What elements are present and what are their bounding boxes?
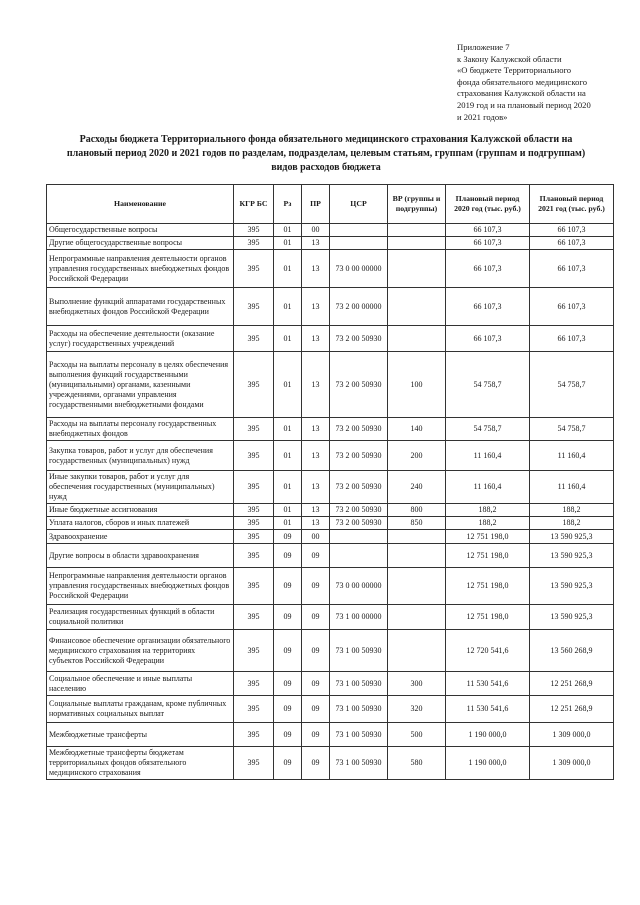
row-name: Социальное обеспечение и иные выплаты населению bbox=[47, 672, 234, 696]
table-row bbox=[47, 504, 614, 517]
table-row bbox=[47, 530, 614, 544]
row-rz: 09 bbox=[274, 630, 302, 672]
row-name: Другие вопросы в области здравоохранения bbox=[47, 544, 234, 568]
row-csr: 73 1 00 00000 bbox=[330, 605, 388, 630]
row-name: Расходы на обеспечение деятельности (оказание услуг) государственных учреждений bbox=[47, 326, 234, 352]
row-csr: 73 1 00 50930 bbox=[330, 630, 388, 672]
row-amount-2021: 1 309 000,0 bbox=[530, 723, 614, 747]
row-name: Другие общегосударственные вопросы bbox=[47, 237, 234, 250]
row-vr bbox=[388, 224, 446, 237]
row-pr: 00 bbox=[302, 224, 330, 237]
table-row bbox=[47, 544, 614, 568]
header-kgr: КГР БС bbox=[234, 185, 274, 224]
row-rz: 01 bbox=[274, 352, 302, 418]
table-row bbox=[47, 672, 614, 696]
table-row bbox=[47, 696, 614, 723]
row-rz: 01 bbox=[274, 237, 302, 250]
row-name: Финансовое обеспечение организации обязательного медицинского страхования на территориях субъектов Российской Федерации bbox=[47, 630, 234, 672]
row-pr: 13 bbox=[302, 504, 330, 517]
row-amount-2021: 11 160,4 bbox=[530, 471, 614, 504]
row-vr bbox=[388, 530, 446, 544]
row-csr bbox=[330, 237, 388, 250]
table-row bbox=[47, 517, 614, 530]
row-rz: 01 bbox=[274, 224, 302, 237]
row-pr: 09 bbox=[302, 723, 330, 747]
header-vr: ВР (группы и подгруппы) bbox=[388, 185, 446, 224]
row-csr: 73 0 00 00000 bbox=[330, 568, 388, 605]
row-kgr: 395 bbox=[234, 352, 274, 418]
row-amount-2020: 54 758,7 bbox=[446, 418, 530, 441]
appendix-line: «О бюджете Территориального bbox=[457, 65, 572, 76]
row-vr: 100 bbox=[388, 352, 446, 418]
row-kgr: 395 bbox=[234, 471, 274, 504]
header-2020: Плановый период 2020 год (тыс. руб.) bbox=[446, 185, 530, 224]
row-name: Закупка товаров, работ и услуг для обеспечения государственных (муниципальных) нужд bbox=[47, 441, 234, 471]
row-rz: 01 bbox=[274, 517, 302, 530]
row-rz: 09 bbox=[274, 568, 302, 605]
table-row bbox=[47, 747, 614, 780]
row-csr: 73 1 00 50930 bbox=[330, 747, 388, 780]
row-name: Выполнение функций аппаратами государственных внебюджетных фондов Российской Федерации bbox=[47, 288, 234, 326]
row-pr: 09 bbox=[302, 630, 330, 672]
row-csr: 73 2 00 50930 bbox=[330, 441, 388, 471]
table-row bbox=[47, 441, 614, 471]
row-kgr: 395 bbox=[234, 530, 274, 544]
budget-table bbox=[46, 184, 614, 780]
table-row bbox=[47, 471, 614, 504]
row-vr bbox=[388, 568, 446, 605]
row-vr bbox=[388, 237, 446, 250]
row-vr: 320 bbox=[388, 696, 446, 723]
row-amount-2020: 11 160,4 bbox=[446, 471, 530, 504]
row-csr: 73 0 00 00000 bbox=[330, 250, 388, 288]
header-rz: Рз bbox=[274, 185, 302, 224]
row-kgr: 395 bbox=[234, 672, 274, 696]
row-amount-2021: 12 251 268,9 bbox=[530, 672, 614, 696]
row-name: Социальные выплаты гражданам, кроме публичных нормативных социальных выплат bbox=[47, 696, 234, 723]
row-pr: 13 bbox=[302, 250, 330, 288]
table-row bbox=[47, 224, 614, 237]
row-vr bbox=[388, 544, 446, 568]
row-amount-2020: 66 107,3 bbox=[446, 250, 530, 288]
row-kgr: 395 bbox=[234, 237, 274, 250]
table-row bbox=[47, 288, 614, 326]
row-name: Реализация государственных функций в области социальной политики bbox=[47, 605, 234, 630]
row-rz: 09 bbox=[274, 605, 302, 630]
row-rz: 01 bbox=[274, 250, 302, 288]
row-kgr: 395 bbox=[234, 747, 274, 780]
row-kgr: 395 bbox=[234, 544, 274, 568]
row-name: Уплата налогов, сборов и иных платежей bbox=[47, 517, 234, 530]
row-kgr: 395 bbox=[234, 418, 274, 441]
row-rz: 09 bbox=[274, 544, 302, 568]
row-amount-2021: 54 758,7 bbox=[530, 352, 614, 418]
row-csr: 73 2 00 50930 bbox=[330, 471, 388, 504]
row-kgr: 395 bbox=[234, 696, 274, 723]
row-rz: 01 bbox=[274, 418, 302, 441]
row-name: Непрограммные направления деятельности органов управления государственных внебюджетных фондов Российской Федерации bbox=[47, 250, 234, 288]
row-amount-2021: 1 309 000,0 bbox=[530, 747, 614, 780]
row-amount-2021: 13 590 925,3 bbox=[530, 530, 614, 544]
row-pr: 13 bbox=[302, 517, 330, 530]
row-amount-2021: 12 251 268,9 bbox=[530, 696, 614, 723]
row-vr bbox=[388, 326, 446, 352]
row-csr: 73 2 00 50930 bbox=[330, 504, 388, 517]
row-amount-2021: 13 590 925,3 bbox=[530, 605, 614, 630]
row-amount-2020: 12 751 198,0 bbox=[446, 530, 530, 544]
appendix-line: 2019 год и на плановый период 2020 bbox=[457, 99, 591, 110]
row-csr: 73 2 00 50930 bbox=[330, 517, 388, 530]
row-csr: 73 1 00 50930 bbox=[330, 672, 388, 696]
table-row bbox=[47, 568, 614, 605]
row-amount-2020: 1 190 000,0 bbox=[446, 723, 530, 747]
row-pr: 13 bbox=[302, 288, 330, 326]
row-pr: 09 bbox=[302, 568, 330, 605]
header-name: Наименование bbox=[47, 185, 234, 224]
row-amount-2021: 13 560 268,9 bbox=[530, 630, 614, 672]
row-amount-2020: 1 190 000,0 bbox=[446, 747, 530, 780]
row-name: Расходы на выплаты персоналу в целях обеспечения выполнения функций государственными (муниципальными) органами, казенными учреждениями, органами управления государственными внебюджетными фондами bbox=[47, 352, 234, 418]
appendix-note bbox=[457, 42, 627, 123]
row-name: Расходы на выплаты персоналу государственных внебюджетных фондов bbox=[47, 418, 234, 441]
row-name: Общегосударственные вопросы bbox=[47, 224, 234, 237]
row-vr bbox=[388, 288, 446, 326]
row-amount-2020: 12 751 198,0 bbox=[446, 568, 530, 605]
row-name: Межбюджетные трансферты бюджетам территориальных фондов обязательного медицинского страхования bbox=[47, 747, 234, 780]
row-amount-2020: 11 530 541,6 bbox=[446, 672, 530, 696]
row-pr: 09 bbox=[302, 605, 330, 630]
row-kgr: 395 bbox=[234, 568, 274, 605]
row-rz: 01 bbox=[274, 326, 302, 352]
row-csr: 73 2 00 50930 bbox=[330, 352, 388, 418]
row-csr: 73 2 00 50930 bbox=[330, 418, 388, 441]
row-kgr: 395 bbox=[234, 288, 274, 326]
table-row bbox=[47, 326, 614, 352]
row-amount-2021: 66 107,3 bbox=[530, 237, 614, 250]
row-kgr: 395 bbox=[234, 250, 274, 288]
row-pr: 13 bbox=[302, 471, 330, 504]
row-csr bbox=[330, 530, 388, 544]
row-vr bbox=[388, 630, 446, 672]
row-rz: 09 bbox=[274, 723, 302, 747]
row-name: Непрограммные направления деятельности органов управления государственных внебюджетных фондов Российской Федерации bbox=[47, 568, 234, 605]
row-vr: 580 bbox=[388, 747, 446, 780]
row-csr bbox=[330, 224, 388, 237]
row-pr: 00 bbox=[302, 530, 330, 544]
row-amount-2021: 188,2 bbox=[530, 504, 614, 517]
row-name: Межбюджетные трансферты bbox=[47, 723, 234, 747]
row-rz: 09 bbox=[274, 696, 302, 723]
row-vr: 500 bbox=[388, 723, 446, 747]
row-rz: 09 bbox=[274, 530, 302, 544]
row-vr bbox=[388, 605, 446, 630]
row-vr: 140 bbox=[388, 418, 446, 441]
row-pr: 09 bbox=[302, 747, 330, 780]
row-rz: 01 bbox=[274, 471, 302, 504]
appendix-line: Приложение 7 bbox=[457, 42, 510, 52]
table-row bbox=[47, 605, 614, 630]
appendix-line: фонда обязательного медицинского bbox=[457, 76, 587, 87]
row-amount-2020: 66 107,3 bbox=[446, 224, 530, 237]
row-name: Здравоохранение bbox=[47, 530, 234, 544]
row-amount-2020: 188,2 bbox=[446, 504, 530, 517]
table-row bbox=[47, 352, 614, 418]
row-csr: 73 1 00 50930 bbox=[330, 723, 388, 747]
header-pr: ПР bbox=[302, 185, 330, 224]
table-row bbox=[47, 418, 614, 441]
row-pr: 09 bbox=[302, 672, 330, 696]
row-amount-2021: 66 107,3 bbox=[530, 288, 614, 326]
row-csr: 73 1 00 50930 bbox=[330, 696, 388, 723]
row-amount-2021: 66 107,3 bbox=[530, 250, 614, 288]
row-amount-2020: 66 107,3 bbox=[446, 237, 530, 250]
row-amount-2021: 66 107,3 bbox=[530, 224, 614, 237]
row-kgr: 395 bbox=[234, 517, 274, 530]
row-rz: 01 bbox=[274, 441, 302, 471]
row-vr: 200 bbox=[388, 441, 446, 471]
title-line: плановый период 2020 и 2021 годов по разделам, подразделам, целевым статьям, группам (группам и подгруппам) bbox=[66, 148, 586, 159]
row-kgr: 395 bbox=[234, 326, 274, 352]
row-pr: 13 bbox=[302, 418, 330, 441]
row-pr: 13 bbox=[302, 441, 330, 471]
row-pr: 13 bbox=[302, 237, 330, 250]
header-2021: Плановый период 2021 год (тыс. руб.) bbox=[530, 185, 614, 224]
row-name: Иные бюджетные ассигнования bbox=[47, 504, 234, 517]
document-title bbox=[40, 133, 612, 175]
appendix-line: к Закону Калужской области bbox=[457, 53, 562, 64]
row-kgr: 395 bbox=[234, 441, 274, 471]
row-kgr: 395 bbox=[234, 605, 274, 630]
row-kgr: 395 bbox=[234, 723, 274, 747]
row-name: Иные закупки товаров, работ и услуг для обеспечения государственных (муниципальных) нужд bbox=[47, 471, 234, 504]
row-kgr: 395 bbox=[234, 630, 274, 672]
table-row bbox=[47, 237, 614, 250]
row-pr: 13 bbox=[302, 352, 330, 418]
row-amount-2020: 11 530 541,6 bbox=[446, 696, 530, 723]
appendix-line: и 2021 годов» bbox=[457, 111, 508, 122]
row-amount-2021: 13 590 925,3 bbox=[530, 544, 614, 568]
row-amount-2020: 12 720 541,6 bbox=[446, 630, 530, 672]
row-amount-2020: 188,2 bbox=[446, 517, 530, 530]
title-line: видов расходов бюджета bbox=[271, 162, 381, 173]
row-pr: 09 bbox=[302, 544, 330, 568]
row-amount-2021: 66 107,3 bbox=[530, 326, 614, 352]
row-rz: 01 bbox=[274, 288, 302, 326]
row-amount-2020: 66 107,3 bbox=[446, 288, 530, 326]
row-amount-2021: 11 160,4 bbox=[530, 441, 614, 471]
row-vr: 240 bbox=[388, 471, 446, 504]
row-vr: 800 bbox=[388, 504, 446, 517]
row-amount-2020: 11 160,4 bbox=[446, 441, 530, 471]
row-amount-2021: 188,2 bbox=[530, 517, 614, 530]
row-amount-2020: 54 758,7 bbox=[446, 352, 530, 418]
row-amount-2020: 12 751 198,0 bbox=[446, 544, 530, 568]
row-rz: 09 bbox=[274, 672, 302, 696]
row-csr bbox=[330, 544, 388, 568]
row-kgr: 395 bbox=[234, 504, 274, 517]
header-csr: ЦСР bbox=[330, 185, 388, 224]
row-kgr: 395 bbox=[234, 224, 274, 237]
title-line: Расходы бюджета Территориального фонда обязательного медицинского страхования Калужской области на bbox=[79, 134, 573, 145]
row-vr: 850 bbox=[388, 517, 446, 530]
row-csr: 73 2 00 00000 bbox=[330, 288, 388, 326]
table-row bbox=[47, 630, 614, 672]
appendix-line: страхования Калужской области на bbox=[457, 88, 586, 99]
row-pr: 13 bbox=[302, 326, 330, 352]
row-vr: 300 bbox=[388, 672, 446, 696]
row-rz: 01 bbox=[274, 504, 302, 517]
row-pr: 09 bbox=[302, 696, 330, 723]
row-vr bbox=[388, 250, 446, 288]
row-rz: 09 bbox=[274, 747, 302, 780]
row-amount-2021: 13 590 925,3 bbox=[530, 568, 614, 605]
table-header-row bbox=[47, 185, 614, 224]
row-amount-2020: 12 751 198,0 bbox=[446, 605, 530, 630]
row-csr: 73 2 00 50930 bbox=[330, 326, 388, 352]
table-row bbox=[47, 723, 614, 747]
row-amount-2021: 54 758,7 bbox=[530, 418, 614, 441]
row-amount-2020: 66 107,3 bbox=[446, 326, 530, 352]
table-body bbox=[47, 224, 614, 780]
table-row bbox=[47, 250, 614, 288]
